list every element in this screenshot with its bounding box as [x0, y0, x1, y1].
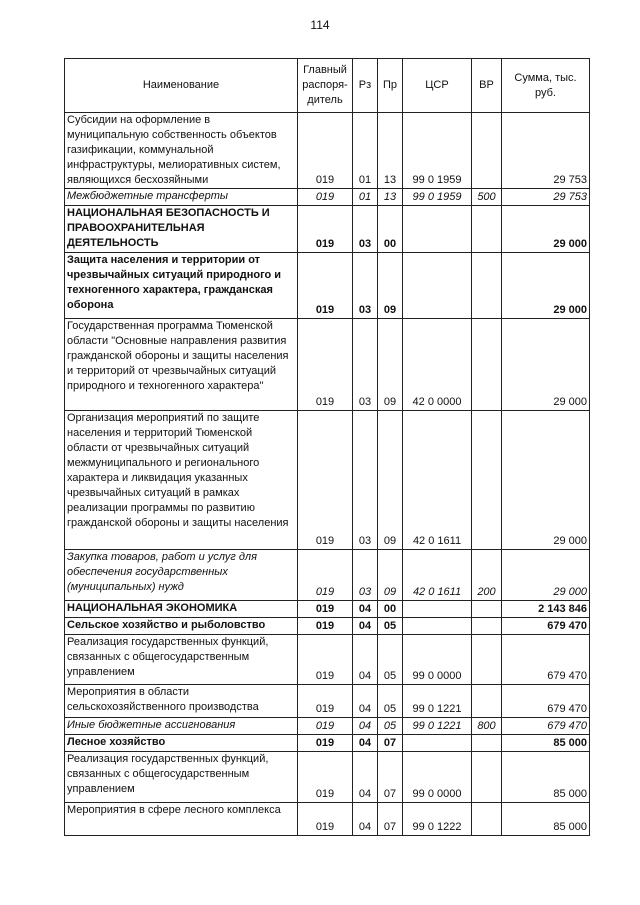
row-sum: 679 470 — [502, 685, 590, 718]
row-sum: 679 470 — [502, 635, 590, 685]
row-pr: 07 — [378, 735, 403, 752]
table-row — [65, 206, 590, 253]
row-pr: 05 — [378, 635, 403, 685]
header-admin: Главный распоря- дитель — [298, 59, 353, 113]
row-admin: 019 — [298, 735, 353, 752]
table-row — [65, 635, 590, 685]
row-rz: 04 — [353, 735, 378, 752]
row-admin: 019 — [298, 601, 353, 618]
row-admin: 019 — [298, 189, 353, 206]
row-name: Защита населения и территории от чрезвычайных ситуаций природного и техногенного характера, гражданская оборона — [65, 253, 298, 319]
row-admin: 019 — [298, 752, 353, 803]
row-admin: 019 — [298, 550, 353, 601]
row-sum: 29 753 — [502, 113, 590, 189]
row-vr — [472, 319, 502, 411]
row-sum: 679 470 — [502, 718, 590, 735]
table-row — [65, 319, 590, 411]
header-pr: Пр — [378, 59, 403, 113]
row-csr: 99 0 1221 — [403, 685, 472, 718]
row-csr — [403, 618, 472, 635]
row-vr — [472, 253, 502, 319]
row-sum: 29 753 — [502, 189, 590, 206]
table-row — [65, 601, 590, 618]
row-csr — [403, 601, 472, 618]
row-rz: 03 — [353, 550, 378, 601]
table-header-row — [65, 59, 590, 113]
row-pr: 07 — [378, 752, 403, 803]
budget-table — [64, 58, 590, 836]
table-row — [65, 189, 590, 206]
row-vr — [472, 635, 502, 685]
page-number: 114 — [310, 18, 330, 32]
row-rz: 03 — [353, 253, 378, 319]
row-vr — [472, 601, 502, 618]
row-csr — [403, 735, 472, 752]
row-sum: 85 000 — [502, 735, 590, 752]
row-vr — [472, 618, 502, 635]
row-csr: 99 0 1222 — [403, 803, 472, 836]
table-row — [65, 685, 590, 718]
row-csr: 99 0 1221 — [403, 718, 472, 735]
row-pr: 05 — [378, 718, 403, 735]
row-name: Мероприятия в сфере лесного комплекса — [65, 803, 298, 836]
row-name: Государственная программа Тюменской области "Основные направления развития гражданской обороны и защиты населения и территорий от чрезвычайных ситуаций природного и техногенного характера" — [65, 319, 298, 411]
row-sum: 29 000 — [502, 411, 590, 550]
table-row — [65, 718, 590, 735]
row-admin: 019 — [298, 718, 353, 735]
row-admin: 019 — [298, 253, 353, 319]
row-pr: 07 — [378, 803, 403, 836]
row-vr — [472, 803, 502, 836]
row-pr: 00 — [378, 206, 403, 253]
row-vr — [472, 411, 502, 550]
row-sum: 85 000 — [502, 803, 590, 836]
row-vr — [472, 206, 502, 253]
row-rz: 04 — [353, 718, 378, 735]
row-name: НАЦИОНАЛЬНАЯ ЭКОНОМИКА — [65, 601, 298, 618]
row-pr: 13 — [378, 113, 403, 189]
table-row — [65, 253, 590, 319]
row-name: Субсидии на оформление в муниципальную собственность объектов газификации, коммунальной инфраструктуры, мелиоративных систем, являющихся бесхозяйными — [65, 113, 298, 189]
header-rz: Рз — [353, 59, 378, 113]
row-rz: 04 — [353, 618, 378, 635]
row-rz: 03 — [353, 411, 378, 550]
row-rz: 03 — [353, 319, 378, 411]
table-row — [65, 752, 590, 803]
table-row — [65, 735, 590, 752]
row-pr: 09 — [378, 411, 403, 550]
row-pr: 09 — [378, 253, 403, 319]
table-row — [65, 113, 590, 189]
row-csr: 42 0 1611 — [403, 550, 472, 601]
row-name: Иные бюджетные ассигнования — [65, 718, 298, 735]
row-rz: 04 — [353, 752, 378, 803]
row-pr: 09 — [378, 319, 403, 411]
table-row — [65, 803, 590, 836]
header-name: Наименование — [65, 59, 298, 113]
row-csr — [403, 206, 472, 253]
row-admin: 019 — [298, 206, 353, 253]
row-sum: 29 000 — [502, 206, 590, 253]
table-row — [65, 550, 590, 601]
row-vr — [472, 113, 502, 189]
row-name: Закупка товаров, работ и услуг для обеспечения государственных (муниципальных) нужд — [65, 550, 298, 601]
row-csr: 99 0 1959 — [403, 189, 472, 206]
row-admin: 019 — [298, 803, 353, 836]
table-row — [65, 411, 590, 550]
header-sum: Сумма, тыс. руб. — [502, 59, 590, 113]
row-admin: 019 — [298, 113, 353, 189]
row-csr — [403, 253, 472, 319]
row-vr — [472, 685, 502, 718]
row-vr: 200 — [472, 550, 502, 601]
row-sum: 2 143 846 — [502, 601, 590, 618]
row-vr: 500 — [472, 189, 502, 206]
row-rz: 01 — [353, 113, 378, 189]
row-name: Мероприятия в области сельскохозяйственного производства — [65, 685, 298, 718]
row-name: Межбюджетные трансферты — [65, 189, 298, 206]
row-rz: 01 — [353, 189, 378, 206]
row-admin: 019 — [298, 411, 353, 550]
row-csr: 99 0 1959 — [403, 113, 472, 189]
row-admin: 019 — [298, 635, 353, 685]
row-name: Лесное хозяйство — [65, 735, 298, 752]
row-name: Сельское хозяйство и рыболовство — [65, 618, 298, 635]
row-sum: 679 470 — [502, 618, 590, 635]
row-admin: 019 — [298, 319, 353, 411]
row-rz: 04 — [353, 685, 378, 718]
row-csr: 99 0 0000 — [403, 752, 472, 803]
row-sum: 29 000 — [502, 319, 590, 411]
row-pr: 05 — [378, 618, 403, 635]
row-pr: 13 — [378, 189, 403, 206]
header-csr: ЦСР — [403, 59, 472, 113]
row-vr — [472, 735, 502, 752]
row-admin: 019 — [298, 685, 353, 718]
table-row — [65, 618, 590, 635]
row-pr: 00 — [378, 601, 403, 618]
row-csr: 42 0 1611 — [403, 411, 472, 550]
row-rz: 04 — [353, 601, 378, 618]
row-pr: 05 — [378, 685, 403, 718]
row-pr: 09 — [378, 550, 403, 601]
row-admin: 019 — [298, 618, 353, 635]
row-csr: 99 0 0000 — [403, 635, 472, 685]
row-sum: 85 000 — [502, 752, 590, 803]
row-sum: 29 000 — [502, 550, 590, 601]
row-sum: 29 000 — [502, 253, 590, 319]
row-rz: 04 — [353, 635, 378, 685]
row-rz: 03 — [353, 206, 378, 253]
row-name: Организация мероприятий по защите населения и территорий Тюменской области от чрезвычайных ситуаций межмуниципального и регионального характера и ликвидация указанных чрезвычайных ситуаций в рамках реализации программы по развитию гражданской обороны и защиты населения — [65, 411, 298, 550]
row-csr: 42 0 0000 — [403, 319, 472, 411]
row-vr: 800 — [472, 718, 502, 735]
header-vr: ВР — [472, 59, 502, 113]
row-vr — [472, 752, 502, 803]
row-name: НАЦИОНАЛЬНАЯ БЕЗОПАСНОСТЬ И ПРАВООХРАНИТЕЛЬНАЯ ДЕЯТЕЛЬНОСТЬ — [65, 206, 298, 253]
row-rz: 04 — [353, 803, 378, 836]
row-name: Реализация государственных функций, связанных с общегосударственным управлением — [65, 635, 298, 685]
row-name: Реализация государственных функций, связанных с общегосударственным управлением — [65, 752, 298, 803]
